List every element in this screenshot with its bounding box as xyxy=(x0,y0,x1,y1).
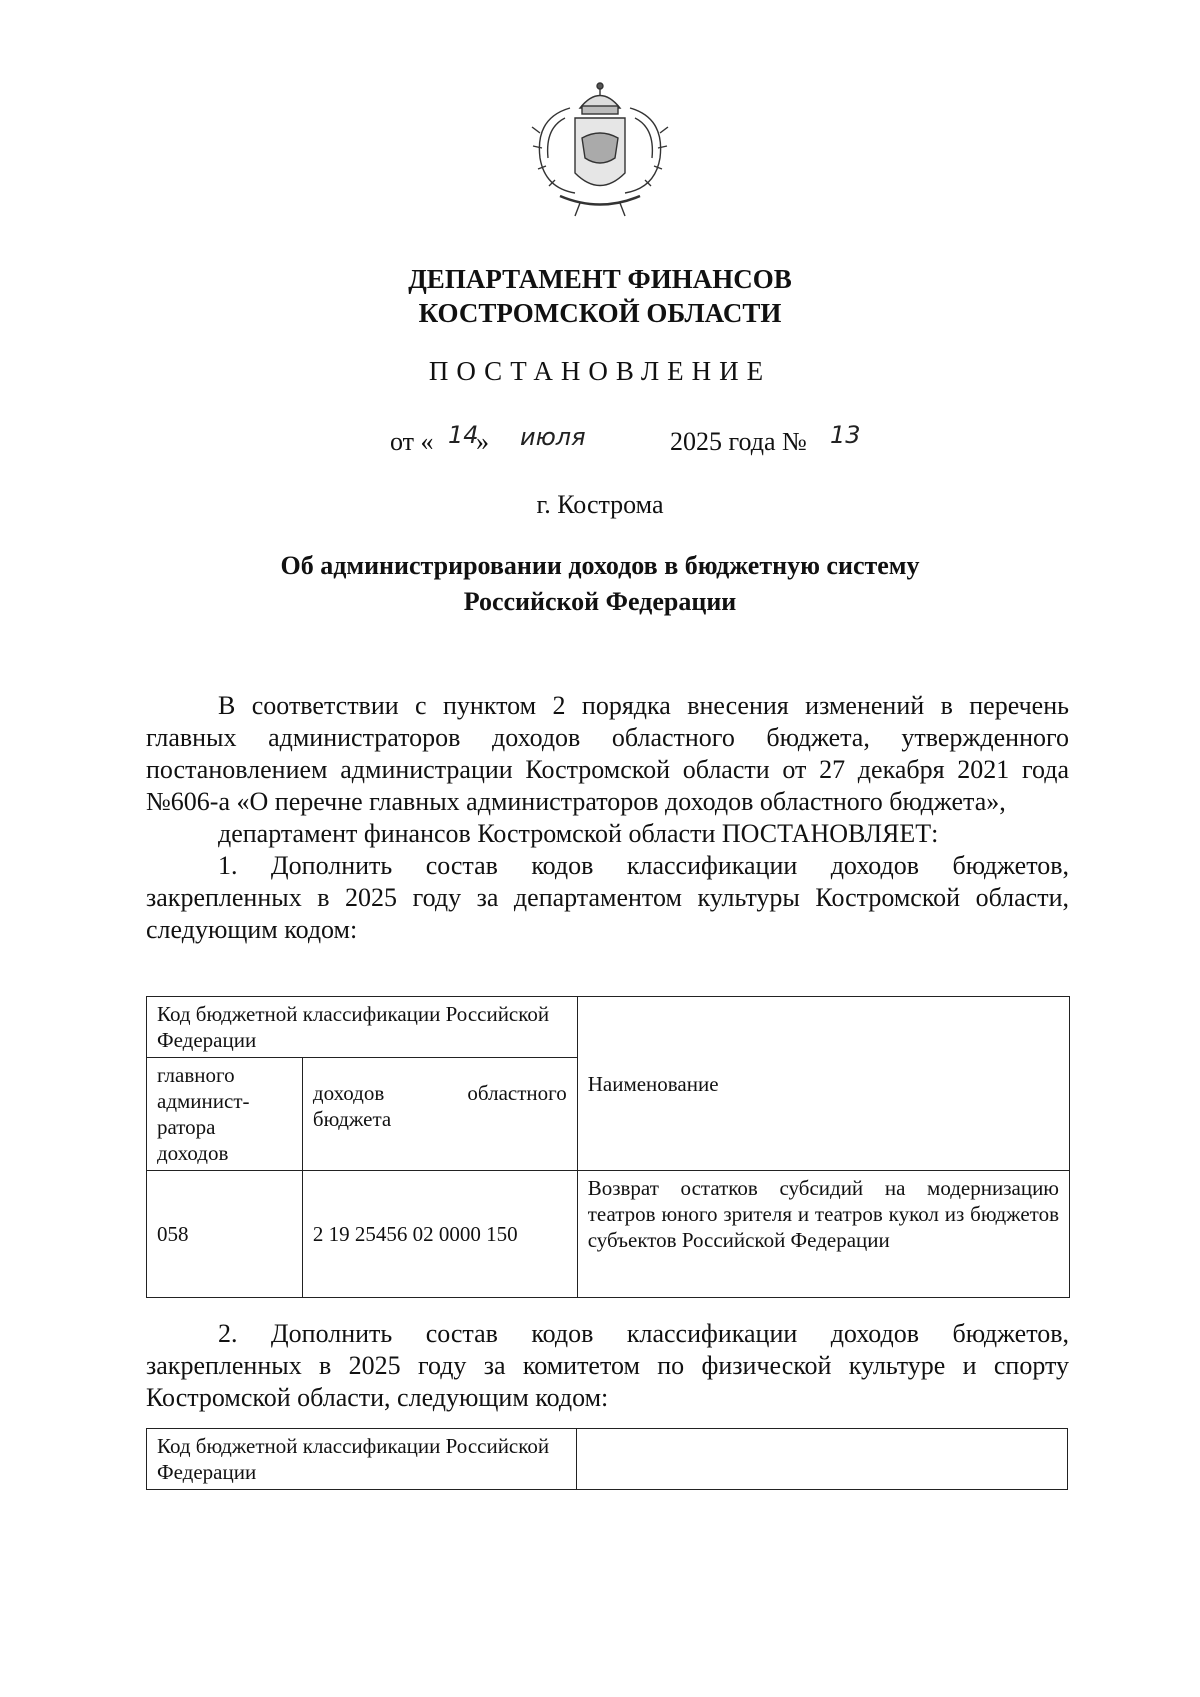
subject-line-2: Российской Федерации xyxy=(463,587,737,616)
date-year: 2025 года № xyxy=(670,427,807,456)
city: г. Кострома xyxy=(536,490,664,519)
date-day-close: » xyxy=(476,427,489,456)
classification-table-2 xyxy=(146,1428,1068,1490)
date-prefix: от « xyxy=(390,427,434,456)
table2-header-empty xyxy=(576,1429,1067,1490)
date-month: июля xyxy=(520,423,586,451)
date-day: 14 xyxy=(448,421,479,449)
table1-admin-code: 058 xyxy=(147,1171,303,1298)
preamble-paragraph: В соответствии с пунктом 2 порядка внесения изменений в перечень главных администраторов доходов областного бюджета, утвержденного постановлением администрации Костромской области от 27 декабря 2021 года №606-а «О перечне главных администраторов доходов областного бюджета», xyxy=(146,691,1069,816)
table1-header-income-line xyxy=(313,1080,567,1106)
org-line-2: КОСТРОМСКОЙ ОБЛАСТИ xyxy=(418,298,782,328)
document-number: 13 xyxy=(830,421,861,449)
table1-header-income-b: областного xyxy=(467,1081,567,1105)
table1-income-name: Возврат остатков субсидий на модернизацию театров юного зрителя и театров кукол из бюджетов субъектов Российской Федерации xyxy=(577,1171,1069,1298)
table1-header-income-a: доходов xyxy=(312,1081,385,1105)
document-subject xyxy=(0,548,1200,620)
item-1-paragraph: 1. Дополнить состав кодов классификации доходов бюджетов, закрепленных в 2025 году за департаментом культуры Костромской области, следующим кодом: xyxy=(146,851,1069,944)
item-2-paragraph: 2. Дополнить состав кодов классификации доходов бюджетов, закрепленных в 2025 году за комитетом по физической культуре и спорту Костромской области, следующим кодом: xyxy=(146,1319,1069,1412)
body-section-1 xyxy=(146,690,1069,946)
table1-header-kbk: Код бюджетной классификации Российской Федерации xyxy=(147,997,578,1058)
table2-header-kbk: Код бюджетной классификации Российской Федерации xyxy=(147,1429,577,1490)
table-row xyxy=(147,1171,1070,1298)
subject-line-1: Об администрировании доходов в бюджетную систему xyxy=(280,551,920,580)
table1-header-income-c: бюджета xyxy=(312,1107,392,1131)
table1-header-name: Наименование xyxy=(577,997,1069,1171)
table1-income-code: 2 19 25456 02 0000 150 xyxy=(302,1171,577,1298)
organization-name xyxy=(0,262,1200,330)
body-section-2 xyxy=(146,1318,1069,1414)
date-line xyxy=(390,421,890,465)
document-type: ПОСТАНОВЛЕНИЕ xyxy=(428,356,772,386)
table1-header-admin: главного админист-ратора доходов xyxy=(147,1058,303,1171)
coat-of-arms-icon xyxy=(520,78,680,218)
org-line-1: ДЕПАРТАМЕНТ ФИНАНСОВ xyxy=(408,264,792,294)
table1-header-income xyxy=(302,1058,577,1171)
classification-table-1 xyxy=(146,996,1070,1298)
resolves-paragraph: департамент финансов Костромской области ПОСТАНОВЛЯЕТ: xyxy=(218,819,939,848)
